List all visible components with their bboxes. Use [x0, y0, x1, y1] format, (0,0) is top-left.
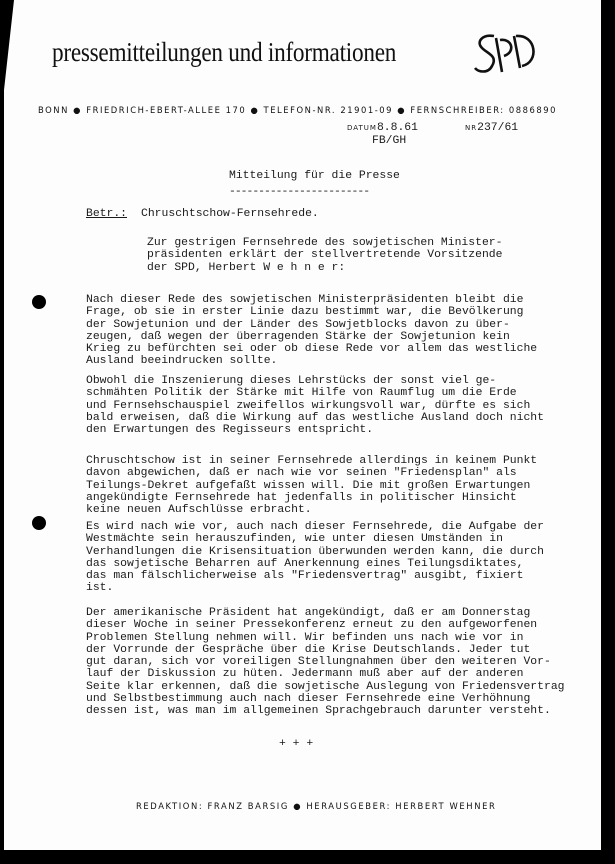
paragraph-line: Krieg zu befürchten sei oder ob diese Rede vor allem das westliche — [86, 343, 538, 356]
paragraph-line: Teilungs-Dekret aufgefaßt wissen will. Die mit großen Erwartungen — [86, 479, 531, 492]
paragraph-line: das man fälschlicherweise als "Friedensvertrag" ausgibt, fixiert — [86, 570, 524, 583]
paper-sheet — [4, 0, 601, 850]
number-label: NR — [465, 124, 478, 132]
paragraph-line: und Selbstbestimmung auch nach dieser Fernsehrede eine Verhöhnung — [86, 693, 531, 706]
paragraph-line: Verhandlungen die Krisensituation überwunden werden kann, die durch — [86, 545, 544, 558]
letterhead-footer: REDAKTION: FRANZ BARSIG ● HERAUSGEBER: HERBERT WEHNER — [136, 801, 497, 811]
paragraph-line: lauf der Diskussion zu hüten. Jedermann muß aber auf der anderen — [86, 668, 524, 681]
letterhead-address: BONN ● FRIEDRICH-EBERT-ALLEE 170 ● TELEFON-NR. 21901-09 ● FERNSCHREIBER: 0886890 — [38, 105, 558, 115]
paragraph-line: Chruschtschow ist in seiner Fernsehrede allerdings in keinem Punkt — [86, 455, 538, 467]
paragraph-line: der Vorrunde der Gespräche über die Krise Deutschlands. Jeder tut — [86, 643, 531, 656]
paragraph-line: Es wird nach wie vor, auch nach dieser Fernsehrede, die Aufgabe der — [86, 521, 544, 533]
paragraph-5 — [86, 607, 565, 718]
paragraph-line: keine neuen Aufschlüsse erbracht. — [86, 504, 312, 517]
paragraph-line: angekündigte Fernsehrede hat jedenfalls in politischer Hinsicht — [86, 491, 517, 504]
number-value: 237/61 — [477, 122, 519, 134]
subject-value: Chruschtschow-Fernsehrede. — [141, 208, 319, 220]
subject-label: Betr.: — [86, 208, 128, 220]
document-heading: Mitteilung für die Presse — [229, 170, 400, 182]
paragraph-line: Westmächte sein herauszufinden, wie unter diesen Umständen in — [86, 533, 503, 546]
paragraph-line: Der amerikanische Präsident hat angekündigt, daß er am Donnerstag — [86, 607, 531, 619]
letterhead-title: pressemitteilungen und informationen — [52, 37, 397, 67]
paragraph-line: Frage, ob sie in erster Linie dazu bestimmt war, die Bevölkerung — [86, 306, 524, 319]
paragraph-line: Obwohl die Inszenierung dieses Lehrstücks der sonst viel ge- — [86, 375, 497, 387]
paragraph-line: Seite klar erkennen, daß die sowjetische Auslegung von Friedensvertrag — [86, 680, 565, 693]
paragraph-line: gut daran, sich vor voreiligen Stellungnahmen über den weiteren Vor- — [86, 656, 551, 669]
paragraph-2 — [86, 375, 544, 436]
paragraph-line: Problemen Stellung nehmen will. Wir befinden uns nach wie vor in — [86, 631, 524, 644]
paragraph-3 — [86, 455, 537, 516]
subject-line — [86, 208, 319, 220]
end-mark: + + + — [279, 738, 314, 750]
paragraph-line: davon abgewichen, daß er nach wie vor seinen "Friedensplan" als — [86, 467, 517, 480]
intro-line: der SPD, Herbert W e h n e r: — [147, 261, 346, 274]
paragraph-line: Nach dieser Rede des sowjetischen Ministerpräsidenten bleibt die — [86, 294, 524, 306]
paragraph-line: der Sowjetunion und der Länder des Sowjetblocks davon zu über- — [86, 318, 510, 331]
number-field — [465, 122, 518, 134]
paragraph-line: und Fernsehschauspiel zweifellos wirkungsvoll war, dürfte es sich — [86, 399, 531, 412]
paragraph-line: ist. — [86, 582, 114, 595]
paragraph-line: das sowjetische Beharren auf Anerkennung eines Teilungsdiktates, — [86, 557, 524, 570]
heading-underline: ------------------------ — [229, 186, 370, 198]
spd-logo — [472, 28, 544, 78]
punch-hole — [32, 295, 46, 309]
initials: FB/GH — [372, 135, 407, 147]
date-label: DATUM — [347, 124, 377, 132]
date-value: 8.8.61 — [376, 122, 418, 134]
paragraph-line: bald erweisen, daß die Wirkung auf das westliche Ausland doch nicht — [86, 411, 544, 424]
scan-edge — [4, 0, 14, 90]
paragraph-line: Ausland beeindrucken sollte. — [86, 355, 278, 368]
intro-block — [147, 237, 502, 274]
paragraph-line: schmähten Politik der Stärke mit Hilfe von Raumflug um die Erde — [86, 387, 517, 400]
date-field — [347, 122, 418, 134]
paragraph-4 — [86, 521, 544, 595]
paragraph-line: den Erwartungen des Regisseurs entspricht. — [86, 424, 374, 437]
punch-hole — [32, 516, 46, 530]
paragraph-line: dessen ist, was man im allgemeinen Sprachgebrauch darunter versteht. — [86, 705, 551, 718]
paragraph-line: zeugen, daß wegen der überragenden Stärke der Sowjetunion kein — [86, 330, 510, 343]
intro-line: präsidenten erklärt der stellvertretende Vorsitzende — [147, 249, 503, 262]
paragraph-1 — [86, 294, 537, 368]
intro-line: Zur gestrigen Fernsehrede des sowjetischen Minister- — [147, 237, 503, 249]
paragraph-line: dieser Woche in seiner Pressekonferenz erneut zu den aufgeworfenen — [86, 619, 538, 632]
